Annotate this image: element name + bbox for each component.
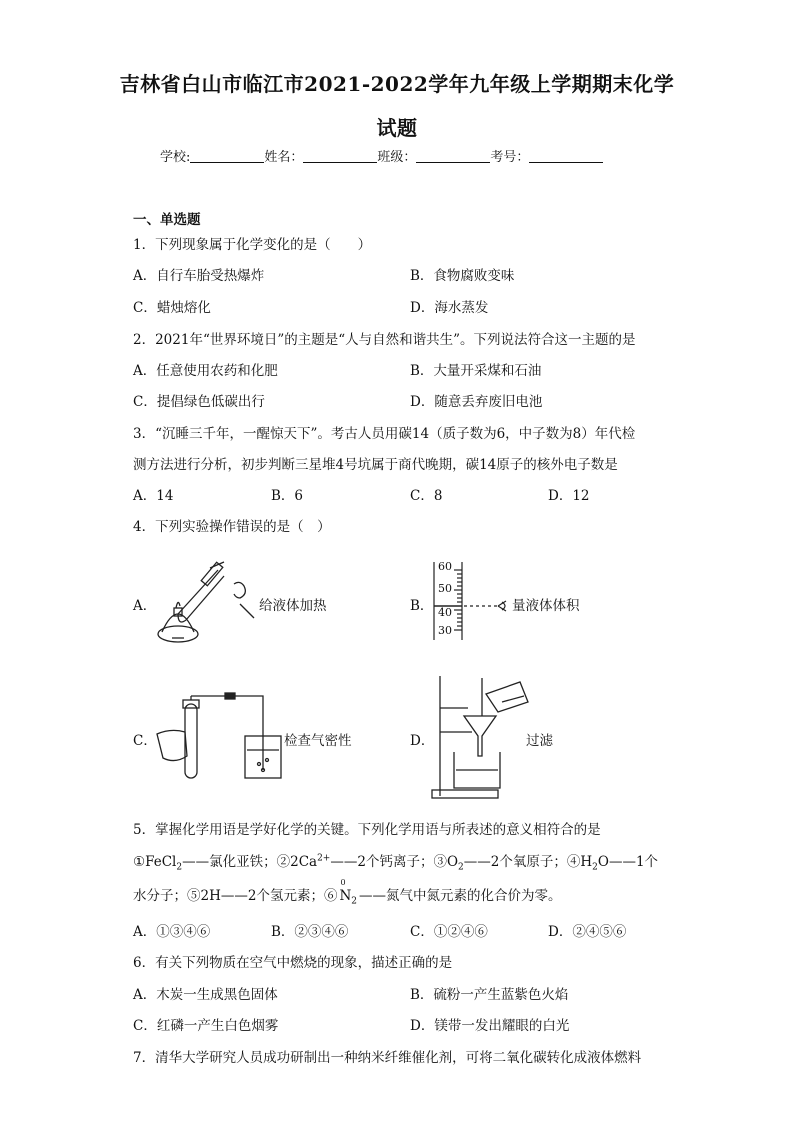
q5-statements-line2: 水分子；⑤2H——2个氢元素；⑥ 0 $N_2$ ——氮气中氮元素的化合价为零。 (133, 878, 562, 907)
q7-stem: 7．清华大学研究人员成功研制出一种纳米纤维催化剂，可将二氧化碳转化成液体燃料 (133, 1050, 642, 1066)
q3-stem-line1: 3．“沉睡三千年，一醒惊天下”。考古人员用碳14（质子数为6，中子数为8）年代检 (133, 426, 636, 442)
exam-title-line1: 吉林省白山市临江市2021-2022学年九年级上学期期末化学 (119, 72, 675, 96)
exam-no-label: 考号： (490, 150, 530, 165)
q2-option-c: C．提倡绿色低碳出行 (133, 394, 265, 410)
q5-option-d: D．②④⑤⑥ (548, 924, 627, 940)
q6-option-a: A．木炭一生成黑色固体 (133, 987, 278, 1003)
airtightness-check-figure (155, 690, 285, 782)
q4-option-b-letter: B． (410, 598, 434, 614)
q3-option-d: D．12 (548, 488, 590, 504)
q2-option-b: B．大量开采煤和石油 (410, 363, 542, 379)
q4-option-d-letter: D． (410, 733, 435, 749)
q6-stem: 6．有关下列物质在空气中燃烧的现象，描述正确的是 (133, 955, 453, 971)
q1-option-b: B．食物腐败变味 (410, 268, 515, 284)
q4-option-d-text: 过滤 (526, 733, 553, 749)
filtration-figure (428, 672, 533, 802)
q4-option-a-letter: A． (133, 598, 157, 614)
q5-option-c: C．①②④⑥ (410, 924, 488, 940)
q6-option-c: C．红磷一产生白色烟雾 (133, 1018, 279, 1034)
q2-stem: 2．2021年“世界环境日”的主题是“人与自然和谐共生”。下列说法符合这一主题的是 (133, 332, 636, 348)
cylinder-tick-60: 60 (438, 560, 452, 573)
q1-option-a: A．自行车胎受热爆炸 (133, 268, 265, 284)
cylinder-tick-50: 50 (438, 582, 452, 595)
q4-option-c-text: 检查气密性 (284, 733, 352, 749)
q5-option-a: A．①③④⑥ (133, 924, 211, 940)
student-info-row (160, 146, 603, 165)
q4-option-b-text: 量液体体积 (512, 598, 580, 614)
q3-option-a: A．14 (133, 488, 174, 504)
q5-stem: 5．掌握化学用语是学好化学的关键。下列化学用语与所表述的意义相符合的是 (133, 822, 601, 838)
q4-stem: 4．下列实验操作错误的是（ ） (133, 519, 331, 535)
q1-option-d: D．海水蒸发 (410, 300, 489, 316)
q1-option-c: C．蜡烛熔化 (133, 300, 211, 316)
q5-statements-line1: ①FeCl$_2$——氯化亚铁；$②2Ca^{2+}——2$个钙离子；$③O_2——2$个氧原子；$④H_2O——1$个 (133, 853, 659, 873)
name-blank[interactable] (303, 148, 377, 163)
section-heading: 一、单选题 (133, 212, 201, 228)
q4-option-a-text: 给液体加热 (259, 598, 327, 614)
class-label: 班级： (377, 150, 417, 165)
q5-option-b: B．②③④⑥ (271, 924, 349, 940)
cylinder-tick-30: 30 (438, 624, 452, 637)
heating-liquid-figure (150, 558, 260, 648)
school-label: 学校: (160, 150, 191, 165)
q2-option-d: D．随意丢弃废旧电池 (410, 394, 543, 410)
exam-no-blank[interactable] (529, 148, 603, 163)
q4-option-c-letter: C． (133, 733, 157, 749)
q2-option-a: A．任意使用农药和化肥 (133, 363, 278, 379)
class-blank[interactable] (416, 148, 490, 163)
cylinder-tick-40: 40 (438, 606, 452, 619)
q3-option-b: B．6 (271, 488, 304, 504)
q6-option-b: B．硫粉一产生蓝紫色火焰 (410, 987, 569, 1003)
q3-stem-line2: 测方法进行分析，初步判断三星堆4号坑属于商代晚期，碳14原子的核外电子数是 (133, 457, 618, 473)
q6-option-d: D．镁带一发出耀眼的白光 (410, 1018, 570, 1034)
q1-stem: 1．下列现象属于化学变化的是（ ） (133, 237, 372, 253)
q3-option-c: C．8 (410, 488, 443, 504)
school-blank[interactable] (190, 148, 264, 163)
n2-valence-symbol: 0 $N_2$ (339, 878, 357, 907)
name-label: 姓名： (264, 150, 304, 165)
exam-title-line2: 试题 (376, 116, 418, 140)
